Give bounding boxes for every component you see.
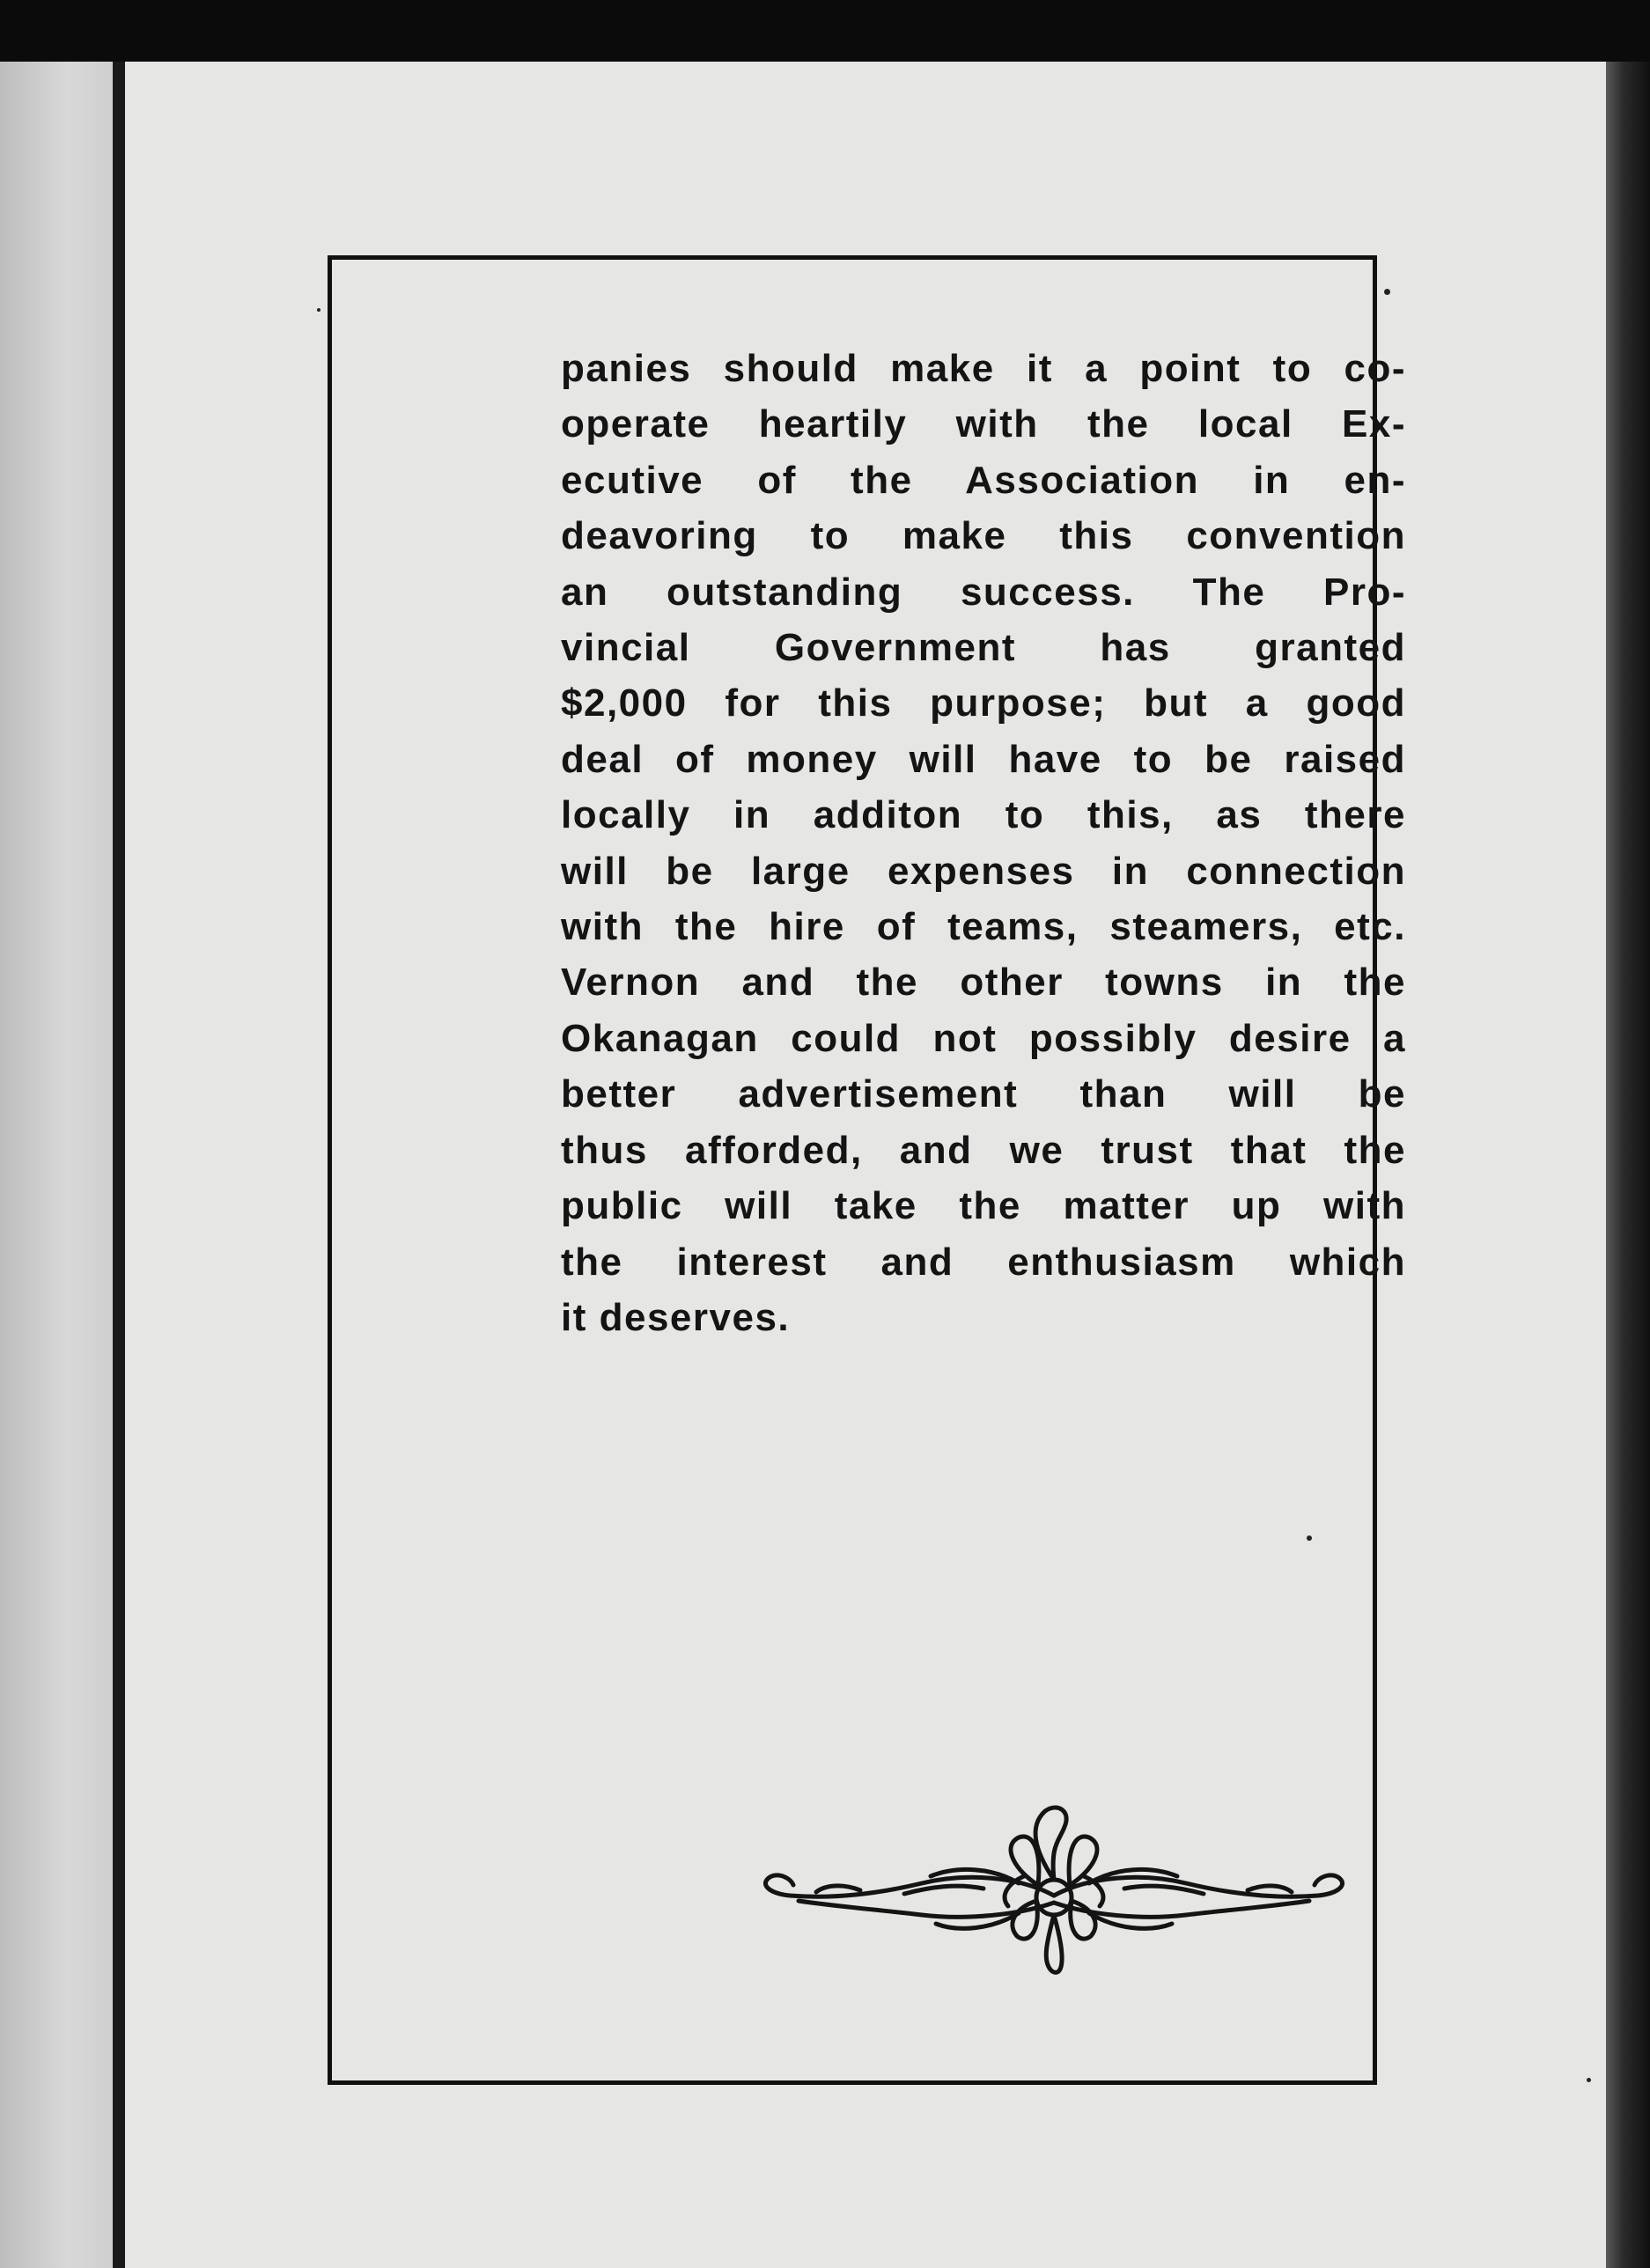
text-border-frame [328,255,1406,2085]
text-line: panies should make it a point to co- [561,347,1406,390]
text-line: it deserves. [561,1295,791,1339]
floral-scroll-ornament-icon [755,1792,1353,1985]
text-line: an outstanding success. The Pro- [561,570,1406,614]
text-line: better advertisement than will be [561,1072,1406,1116]
paper-speck [1307,1535,1312,1541]
text-line: $2,000 for this purpose; but a good [561,681,1406,725]
book-gutter [113,62,125,2268]
paper-speck [317,308,320,312]
text-line: thus afforded, and we trust that the [561,1128,1406,1172]
text-line: public will take the matter up with [561,1184,1406,1228]
document-page [125,62,1606,2268]
text-line: with the hire of teams, steamers, etc. [561,905,1406,949]
paper-speck [1384,289,1390,295]
paper-speck [1587,2078,1591,2082]
text-line: Okanagan could not possibly desire a [561,1016,1406,1060]
text-line: Vernon and the other towns in the [561,961,1406,1005]
text-line: operate heartily with the local Ex- [561,402,1406,446]
text-line: deavoring to make this convention [561,514,1406,558]
facing-page-edge [0,62,116,2268]
text-line: deal of money will have to be raised [561,737,1406,781]
text-line: locally in additon to this, as there [561,793,1406,837]
text-line: ecutive of the Association in en- [561,458,1406,502]
text-line: vincial Government has granted [561,626,1406,670]
text-line: the interest and enthusiasm which [561,1240,1406,1284]
body-paragraph [561,341,1406,1345]
page-right-edge [1606,62,1650,2268]
text-line: will be large expenses in connection [561,849,1406,893]
